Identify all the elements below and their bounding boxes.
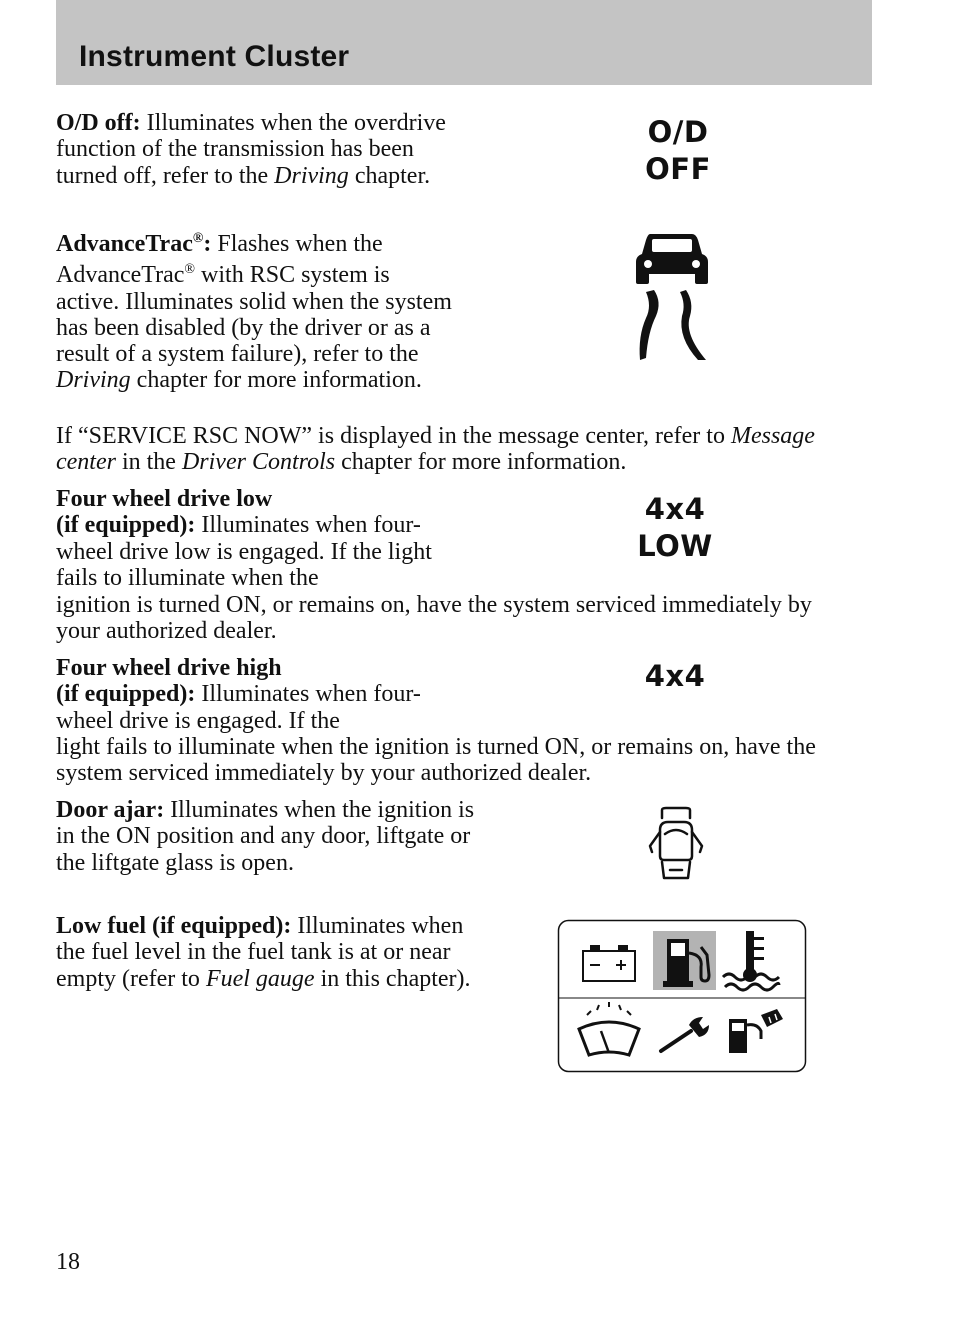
od-off-text: Illuminates when the overdrive function of the transmission has been turned off, refer to the — [56, 110, 446, 189]
door-ajar-car-icon — [646, 804, 706, 884]
door-ajar-text: Illuminates when the ignition is in the ON position and any door, liftgate or the liftgate glass is open. — [56, 797, 475, 876]
driver-controls-ref: Driver Controls — [181, 449, 336, 476]
page-title: Instrument Cluster — [79, 40, 350, 73]
low-fuel-text-end: in this chapter). — [314, 965, 471, 992]
advancetrac-term: AdvanceTrac — [56, 231, 193, 257]
four-low-indicator-line1: 4x4 — [644, 492, 706, 526]
header-bar — [56, 0, 872, 85]
od-off-indicator-line1: O/D — [647, 115, 709, 149]
four-low-indicator-line2: LOW — [637, 529, 713, 563]
four-low-indicator — [615, 491, 735, 565]
od-off-indicator — [618, 114, 738, 188]
registered-mark: ® — [192, 231, 204, 246]
four-high-paragraph — [56, 655, 476, 734]
registered-mark: ® — [184, 262, 196, 278]
door-ajar-paragraph — [56, 797, 476, 876]
four-low-text: Illuminates when four-wheel drive low is engaged. If the light fails to illuminate when the — [56, 512, 432, 591]
od-off-ref: Driving — [274, 162, 349, 189]
door-ajar-term: Door ajar: — [56, 797, 165, 823]
advancetrac-paragraph — [56, 226, 456, 394]
advancetrac-ref: Driving — [56, 367, 131, 394]
four-low-term-qualifier: (if equipped): — [56, 512, 196, 539]
four-high-text: Illuminates when four-wheel drive is engaged. If the — [56, 681, 421, 734]
service-rsc-text: If “SERVICE RSC NOW” is displayed in the message center, refer to — [56, 423, 731, 449]
skidding-car-icon — [632, 228, 712, 364]
warning-lights-panel — [557, 919, 807, 1074]
four-high-paragraph-continued: light fails to illuminate when the ignition is turned ON, or remains on, have the system serviced immediately by your authorized dealer. — [56, 734, 816, 787]
advancetrac-text-2: with RSC system is active. Illuminates solid when the system has been disabled (by the driver or as a result of a system failure), refer to the — [56, 262, 452, 368]
service-rsc-paragraph — [56, 423, 846, 476]
advancetrac-text-end: chapter for more information. — [130, 367, 422, 394]
four-high-term-qualifier: (if equipped): — [56, 681, 196, 708]
message-center-ref: Message center — [56, 423, 815, 476]
od-off-text-end: chapter. — [348, 162, 431, 189]
fuel-gauge-ref: Fuel gauge — [205, 965, 315, 992]
advancetrac-term-colon: : — [203, 231, 212, 257]
four-low-paragraph-continued: ignition is turned ON, or remains on, have the system serviced immediately by your authorized dealer. — [56, 592, 812, 645]
fuel-pump-icon — [653, 931, 716, 990]
four-high-term: Four wheel drive high — [56, 655, 282, 681]
od-off-indicator-line2: OFF — [645, 152, 711, 186]
low-fuel-paragraph — [56, 913, 476, 992]
od-off-paragraph — [56, 110, 456, 189]
low-fuel-term: Low fuel (if equipped): — [56, 913, 292, 939]
od-off-term: O/D off: — [56, 110, 141, 136]
advancetrac-text: Flashes when the AdvanceTrac — [56, 231, 383, 289]
four-low-term: Four wheel drive low — [56, 486, 273, 512]
low-fuel-text: Illuminates when the fuel level in the fuel tank is at or near empty (refer to — [56, 913, 464, 992]
four-low-paragraph — [56, 486, 476, 591]
service-rsc-text-2: in the — [115, 449, 182, 476]
service-rsc-text-end: chapter for more information. — [335, 449, 627, 476]
four-high-indicator: 4x4 — [644, 659, 706, 693]
page-number: 18 — [56, 1249, 80, 1275]
